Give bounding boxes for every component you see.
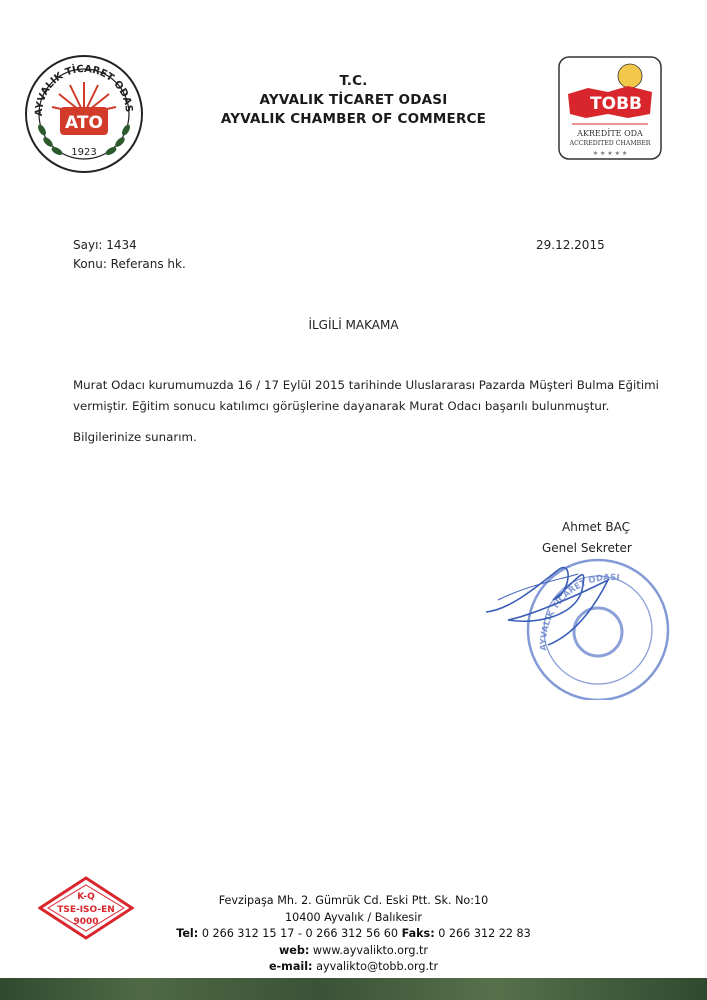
ato-monogram: ATO — [65, 113, 103, 133]
email-link[interactable]: ayvalikto@tobb.org.tr — [316, 960, 439, 973]
body-line2: vermiştir. Eğitim sonucu katılımcı görüşlerine dayanarak Murat Odacı başarılı bulunmuştur. — [73, 399, 610, 413]
tobb-line2: ACCREDITED CHAMBER — [569, 140, 651, 147]
address-line2: 10400 Ayvalık / Balıkesir — [285, 910, 422, 924]
tobb-logo — [558, 56, 662, 160]
tobb-stars: ★ ★ ★ ★ ★ — [592, 150, 628, 157]
ato-year: 1923 — [71, 147, 97, 158]
web-link[interactable]: www.ayvalikto.org.tr — [312, 943, 429, 957]
tobb-line1: AKREDİTE ODA — [577, 129, 643, 138]
letter-date: 29.12.2015 — [536, 238, 605, 252]
address-line1: Fevzipaşa Mh. 2. Gümrük Cd. Eski Ptt. Sk. No:10 — [218, 894, 489, 907]
email-line — [0, 959, 707, 976]
contact-footer — [0, 893, 707, 976]
official-stamp — [478, 540, 678, 700]
tel-label: Tel: — [176, 927, 199, 940]
ato-ring-text: AYVALIK TİCARET ODAS — [33, 63, 135, 117]
svg-text:AYVALIK TİCARET ODASI — [539, 573, 620, 651]
fax-label: Faks: — [401, 927, 435, 940]
web-label: web: — [278, 943, 310, 957]
letter-body — [73, 375, 673, 448]
cert-bottom: 9000 — [73, 917, 99, 927]
footer-band — [0, 978, 707, 1000]
reference-number: Sayı: 1434 — [73, 238, 137, 252]
email-label: e-mail: — [268, 960, 313, 973]
fax-value: 0 266 312 22 83 — [438, 927, 531, 940]
body-line1: Murat Odacı kurumumuzda 16 / 17 Eylül 2015 tarihinde Uluslararası Pazarda Müşteri Bulma Eğitimi — [73, 378, 659, 392]
signatory-title: Genel Sekreter — [542, 541, 632, 555]
cert-middle: TSE-ISO-EN — [57, 905, 115, 915]
signatory-name: Ahmet BAÇ — [562, 520, 631, 534]
closing-line: Bilgilerinize sunarım. — [73, 430, 197, 444]
tel-value: 0 266 312 15 17 - 0 266 312 56 60 — [201, 927, 399, 940]
phone-fax-line — [0, 926, 707, 943]
header-line2: AYVALIK TİCARET ODASI — [259, 92, 448, 108]
cert-top: K-Q — [77, 892, 95, 902]
tobb-label: TOBB — [590, 94, 642, 114]
addressee: İLGİLİ MAKAMA — [308, 318, 399, 332]
stamp-text: AYVALIK TİCARET ODASI — [538, 572, 621, 651]
web-line — [0, 943, 707, 960]
header-line1: T.C. — [339, 73, 368, 89]
subject: Konu: Referans hk. — [73, 257, 186, 271]
header-line3: AYVALIK CHAMBER OF COMMERCE — [220, 111, 487, 127]
